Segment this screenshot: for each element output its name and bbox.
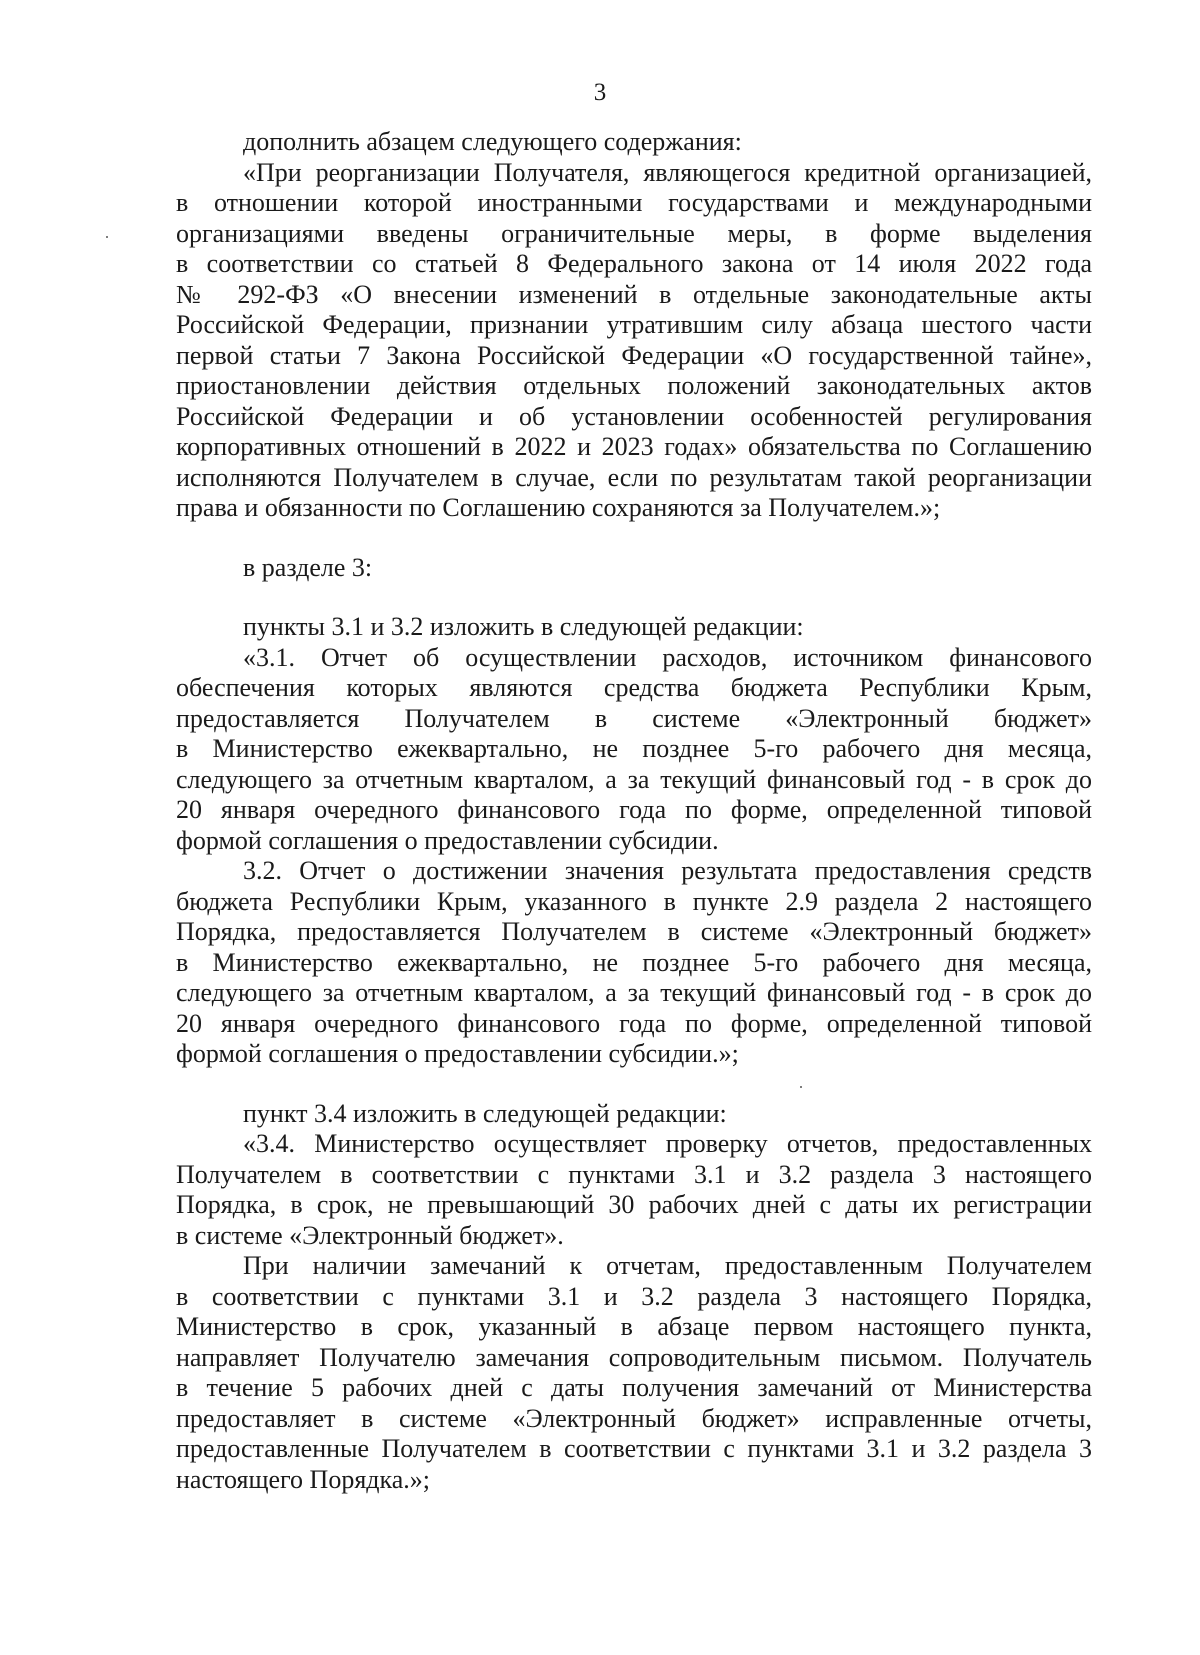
text-line: Порядка, в срок, не превышающий 30 рабочих дней с даты их регистрации — [176, 1190, 1092, 1219]
text-line: 3.2. Отчет о достижении значения результата предоставления средств — [243, 856, 1092, 885]
text-line: следующего за отчетным кварталом, а за текущий финансовый год - в срок до — [176, 764, 1092, 794]
text-line: При наличии замечаний к отчетам, предоставленным Получателем — [243, 1251, 1092, 1280]
text-line: бюджета Республики Крым, указанного в пункте 2.9 раздела 2 настоящего — [176, 886, 1092, 916]
text-line: в Министерство ежеквартально, не позднее 5-го рабочего дня месяца, — [176, 947, 1092, 977]
section-heading: в разделе 3: — [243, 552, 373, 582]
text-line: «3.1. Отчет об осуществлении расходов, источником финансового — [243, 642, 1092, 672]
text-line: Министерство в срок, указанный в абзаце первом настоящего пункта, — [176, 1312, 1092, 1341]
text-line: права и обязанности по Соглашению сохраняются за Получателем.»; — [176, 493, 941, 522]
text-line: предоставляет в системе «Электронный бюджет» исправленные отчеты, — [176, 1403, 1092, 1433]
text-line: приостановлении действия отдельных положений законодательных актов — [176, 371, 1092, 400]
text-line: обеспечения которых являются средства бюджета Республики Крым, — [176, 673, 1092, 702]
text-line: дополнить абзацем следующего содержания: — [243, 127, 742, 156]
text-line: предоставленные Получателем в соответствии с пунктами 3.1 и 3.2 раздела 3 — [176, 1434, 1092, 1463]
text-line: первой статьи 7 Закона Российской Федерации «О государственной тайне», — [176, 340, 1092, 370]
text-line: «3.4. Министерство осуществляет проверку отчетов, предоставленных — [243, 1129, 1092, 1158]
text-line: в течение 5 рабочих дней с даты получения замечаний от Министерства — [176, 1373, 1092, 1402]
text-line: в соответствии со статьей 8 Федерального закона от 14 июля 2022 года — [176, 249, 1092, 278]
paragraph-gap — [176, 1070, 1092, 1099]
text-line: направляет Получателю замечания сопроводительным письмом. Получатель — [176, 1342, 1092, 1372]
text-line: Российской Федерации, признании утратившим силу абзаца шестого части — [176, 310, 1092, 339]
text-line: исполняются Получателем в случае, если по результатам такой реорганизации — [176, 462, 1092, 492]
text-line: корпоративных отношений в 2022 и 2023 годах» обязательства по Соглашению — [176, 432, 1092, 461]
text-line: настоящего Порядка.»; — [176, 1464, 431, 1494]
scan-speck — [800, 1086, 802, 1088]
paragraph-gap — [176, 583, 1092, 612]
text-line: следующего за отчетным кварталом, а за текущий финансовый год - в срок до — [176, 978, 1092, 1007]
text-line: пункты 3.1 и 3.2 изложить в следующей редакции: — [243, 612, 804, 641]
text-line: 20 января очередного финансового года по форме, определенной типовой — [176, 1008, 1092, 1038]
text-line: Российской Федерации и об установлении особенностей регулирования — [176, 401, 1092, 431]
text-line: в системе «Электронный бюджет». — [176, 1220, 564, 1250]
text-line: формой соглашения о предоставлении субсидии.»; — [176, 1039, 739, 1068]
text-line: «При реорганизации Получателя, являющегося кредитной организацией, — [243, 157, 1092, 187]
text-line: Порядка, предоставляется Получателем в системе «Электронный бюджет» — [176, 917, 1092, 946]
page-number: 3 — [593, 79, 607, 106]
text-line: в отношении которой иностранными государствами и международными — [176, 188, 1092, 217]
paragraph-gap — [176, 524, 1092, 553]
text-line: Получателем в соответствии с пунктами 3.1 и 3.2 раздела 3 настоящего — [176, 1159, 1092, 1189]
text-line: предоставляется Получателем в системе «Электронный бюджет» — [176, 703, 1092, 733]
scan-speck — [106, 236, 108, 238]
text-line: в соответствии с пунктами 3.1 и 3.2 раздела 3 настоящего Порядка, — [176, 1281, 1092, 1311]
text-line: формой соглашения о предоставлении субсидии. — [176, 825, 719, 855]
document-body — [176, 127, 1092, 1495]
text-line: № 292-ФЗ «О внесении изменений в отдельные законодательные акты — [176, 279, 1092, 309]
text-line: пункт 3.4 изложить в следующей редакции: — [243, 1098, 727, 1128]
text-line: 20 января очередного финансового года по форме, определенной типовой — [176, 795, 1092, 824]
text-line: в Министерство ежеквартально, не позднее 5-го рабочего дня месяца, — [176, 734, 1092, 763]
text-line: организациями введены ограничительные меры, в форме выделения — [176, 218, 1092, 248]
